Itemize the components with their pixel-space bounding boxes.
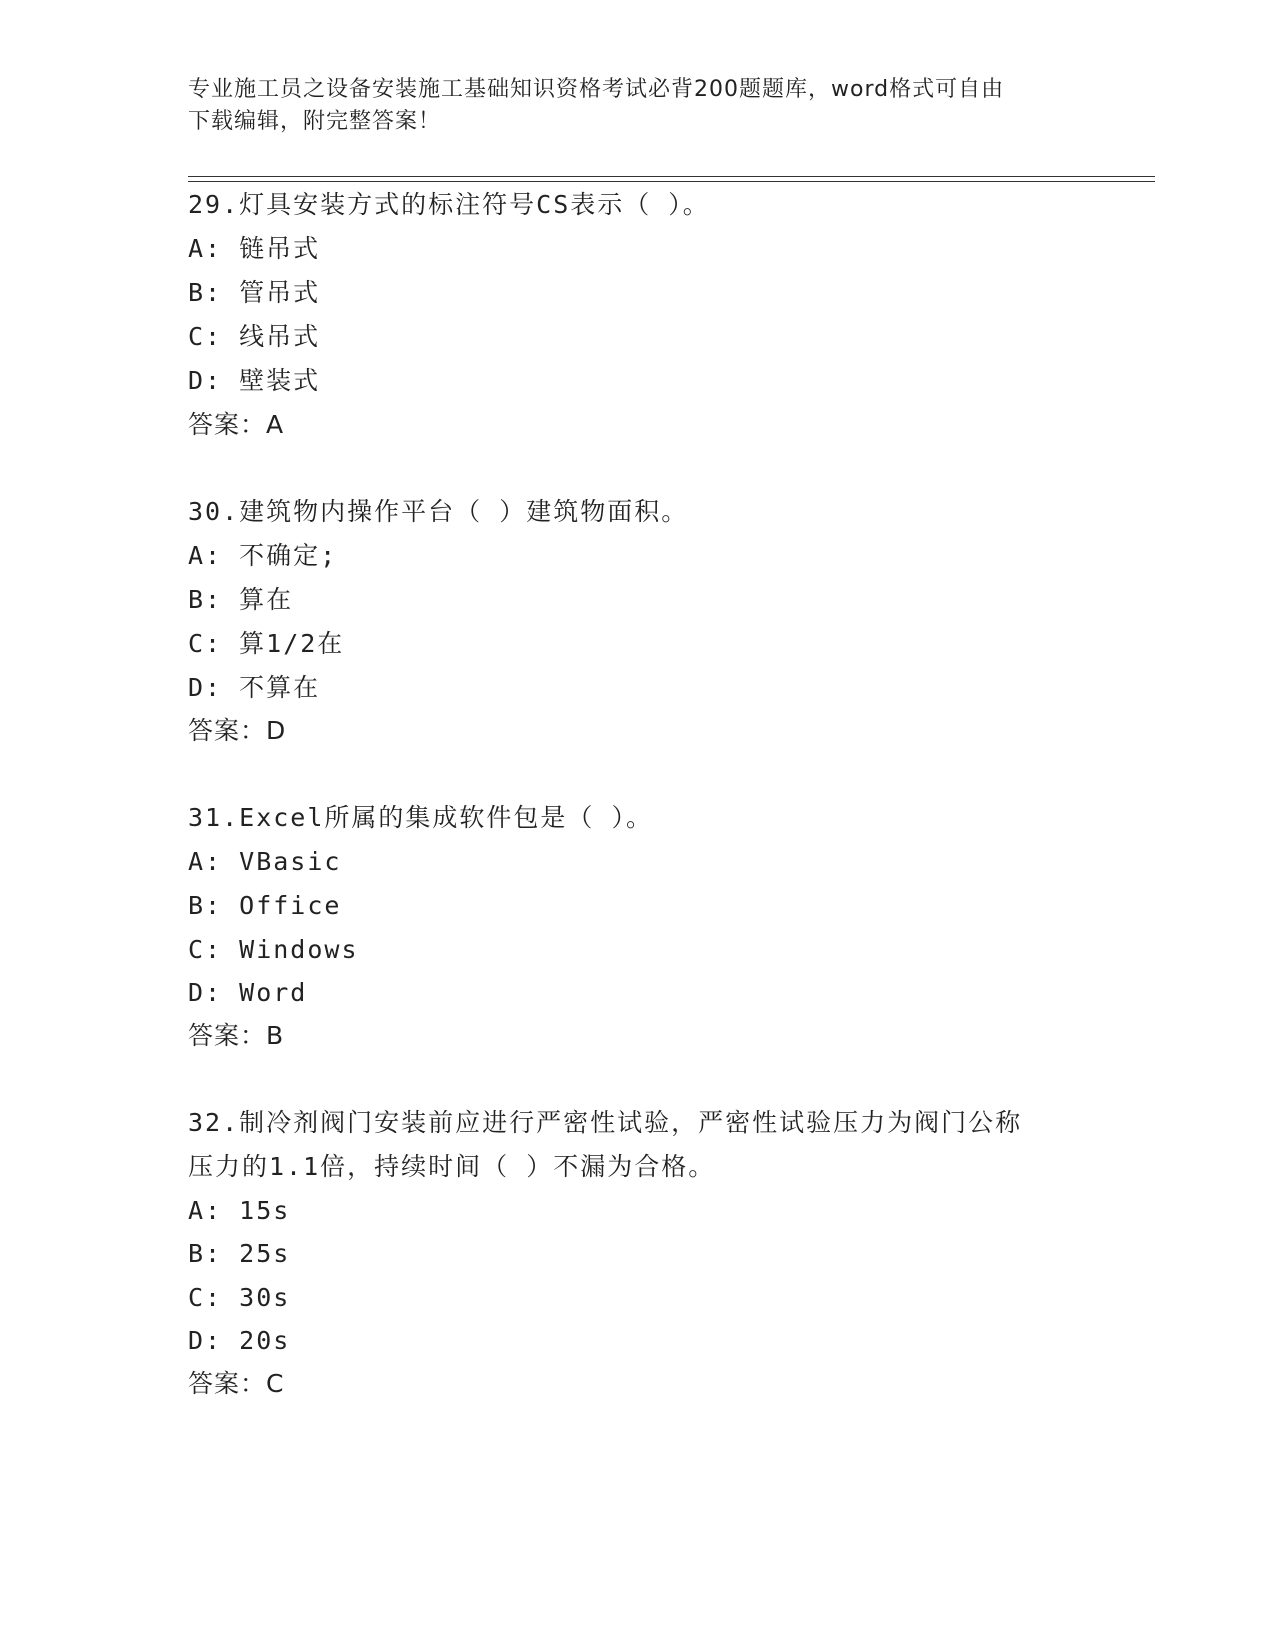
answer-label: 答案：A — [188, 410, 285, 439]
option-c: C: 算1/2在 — [188, 629, 345, 658]
question-stem: 30.建筑物内操作平台（ ）建筑物面积。 — [188, 497, 689, 526]
option-b: B: Office — [188, 891, 342, 920]
option-a: A: 链吊式 — [188, 234, 321, 263]
answer-label: 答案：C — [188, 1369, 285, 1398]
option-b: B: 算在 — [188, 585, 294, 614]
option-b: B: 管吊式 — [188, 278, 321, 307]
option-a: A: VBasic — [188, 847, 342, 876]
answer-label: 答案：D — [188, 716, 287, 745]
option-d: D: Word — [188, 978, 308, 1007]
header-divider-bottom — [188, 181, 1155, 182]
answer-label: 答案：B — [188, 1021, 285, 1050]
option-c: C: 30s — [188, 1283, 291, 1312]
question-stem-line-2: 压力的1.1倍，持续时间（ ）不漏为合格。 — [188, 1152, 716, 1181]
option-a: A: 15s — [188, 1196, 291, 1225]
question-stem-line-1: 32.制冷剂阀门安装前应进行严密性试验，严密性试验压力为阀门公称 — [188, 1108, 1023, 1137]
header-divider-top — [188, 176, 1155, 177]
option-d: D: 20s — [188, 1326, 291, 1355]
header-line-2: 下载编辑，附完整答案！ — [188, 109, 442, 134]
question-stem: 31.Excel所属的集成软件包是（ ）。 — [188, 803, 653, 832]
option-d: D: 不算在 — [188, 673, 321, 702]
option-a: A: 不确定; — [188, 541, 338, 570]
option-d: D: 壁装式 — [188, 366, 321, 395]
option-c: C: Windows — [188, 935, 359, 964]
document-header — [188, 74, 1088, 138]
option-c: C: 线吊式 — [188, 322, 321, 351]
header-line-1: 专业施工员之设备安装施工基础知识资格考试必背200题题库，word格式可自由 — [188, 77, 1005, 102]
option-b: B: 25s — [188, 1239, 291, 1268]
question-stem: 29.灯具安装方式的标注符号CS表示（ ）。 — [188, 190, 710, 219]
